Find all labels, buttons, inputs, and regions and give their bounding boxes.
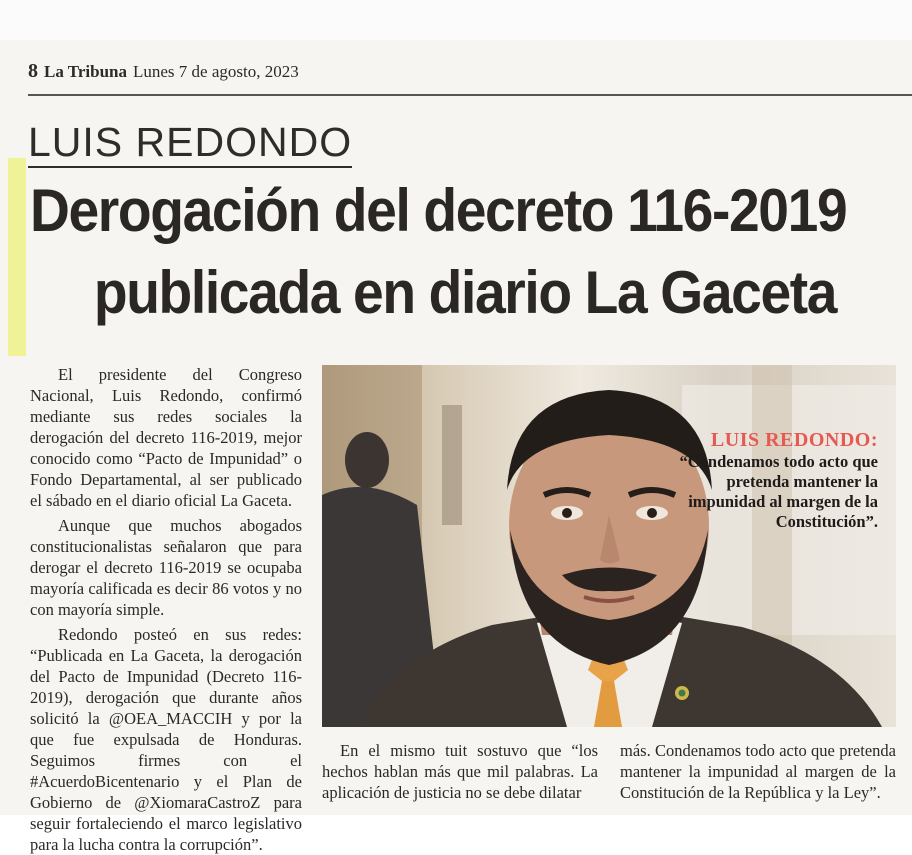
page-header [28,60,912,86]
scan-top-margin [0,0,912,40]
article-photo [322,365,896,727]
continuation-column-1: En el mismo tuit sostuvo que “los hechos hablan más que mil palabras. La aplicación de justicia no se debe dilatar [322,741,598,802]
article-kicker: LUIS REDONDO [28,120,352,168]
article-paragraph: Redondo posteó en sus redes: “Publicada en La Gaceta, la derogación del Pacto de Impunidad (Decreto 116-2019), derogación que durante años solicitó la @OEA_MACCIH y por la que fue expulsada de Honduras. Seguimos firmes con el #AcuerdoBicentenario y el Plan de Gobierno de @XiomaraCastroZ para seguir fortaleciendo el marco legislativo para la lucha contra la corrupción”. [30,625,302,854]
header-rule [28,94,912,96]
article-headline [30,170,900,334]
portrait-illustration [322,365,896,727]
publication-date: Lunes 7 de agosto, 2023 [133,62,299,81]
page-number: 8 [28,60,38,82]
article-continuation [322,740,896,806]
publication-name: La Tribuna [44,62,127,81]
article-paragraph: Aunque que muchos abogados constitucionalistas señalaron que para derogar el decreto 116-2019 se ocupaba mayoría calificada es decir 86 votos y no con mayoría simple. [30,516,302,619]
pull-quote [660,430,878,532]
article-body-column [30,364,302,854]
headline-line-1: Derogación del decreto 116-2019 [30,177,847,244]
article-paragraph: El presidente del Congreso Nacional, Luis Redondo, confirmó mediante sus redes sociales la derogación del decreto 116-2019, mejor conocido como “Pacto de Impunidad” o Fondo Departamental, al ser publicado el sábado en el diario oficial La Gaceta. [30,365,302,510]
pull-quote-text: “Condenamos todo acto que pretenda mantener la impunidad al margen de la Constitución”. [679,452,878,531]
pull-quote-name: LUIS REDONDO: [710,429,878,451]
continuation-column-2: más. Condenamos todo acto que pretenda mantener la impunidad al margen de la Constitución de la República y la Ley”. [620,741,896,802]
highlight-marker [8,158,26,356]
headline-line-2: publicada en diario La Gaceta [93,259,837,326]
